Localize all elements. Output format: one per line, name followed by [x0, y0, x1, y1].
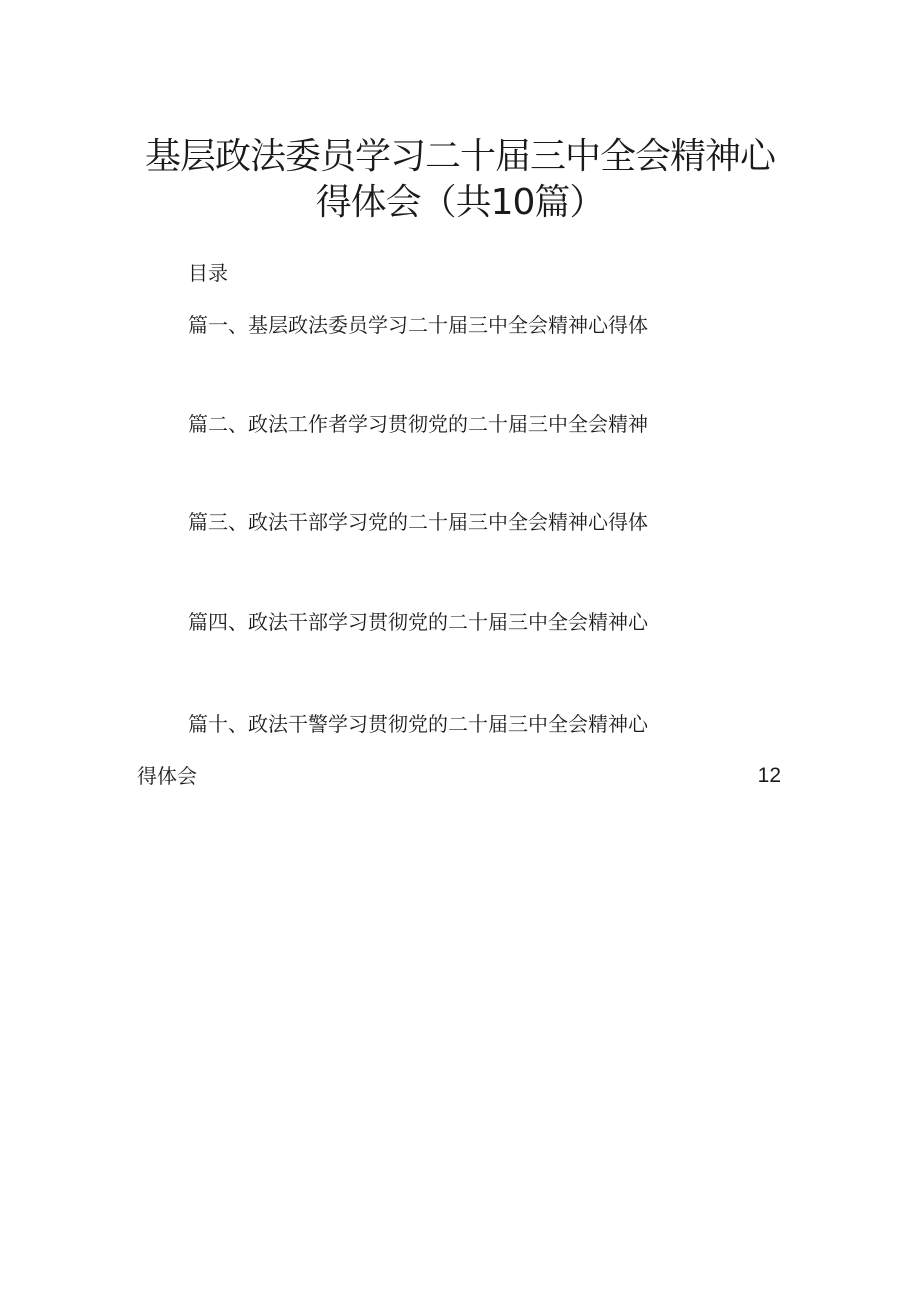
toc-heading: 目录 — [188, 261, 228, 285]
toc-entry-4[interactable]: 篇四、政法干部学习贯彻党的二十届三中全会精神心 — [188, 610, 648, 634]
document-title-line-1: 基层政法委员学习二十届三中全会精神心 — [144, 136, 775, 177]
toc-entry-10-page-number: 12 — [757, 764, 781, 787]
toc-entry-10-continuation[interactable]: 得体会 — [137, 764, 197, 788]
toc-entry-1[interactable]: 篇一、基层政法委员学习二十届三中全会精神心得体 — [188, 313, 648, 337]
document-title-line-2: 得体会（共10篇） — [315, 182, 605, 223]
toc-entry-2[interactable]: 篇二、政法工作者学习贯彻党的二十届三中全会精神 — [188, 412, 648, 436]
toc-entry-3[interactable]: 篇三、政法干部学习党的二十届三中全会精神心得体 — [188, 510, 648, 534]
toc-entry-10[interactable]: 篇十、政法干警学习贯彻党的二十届三中全会精神心 — [188, 712, 648, 736]
